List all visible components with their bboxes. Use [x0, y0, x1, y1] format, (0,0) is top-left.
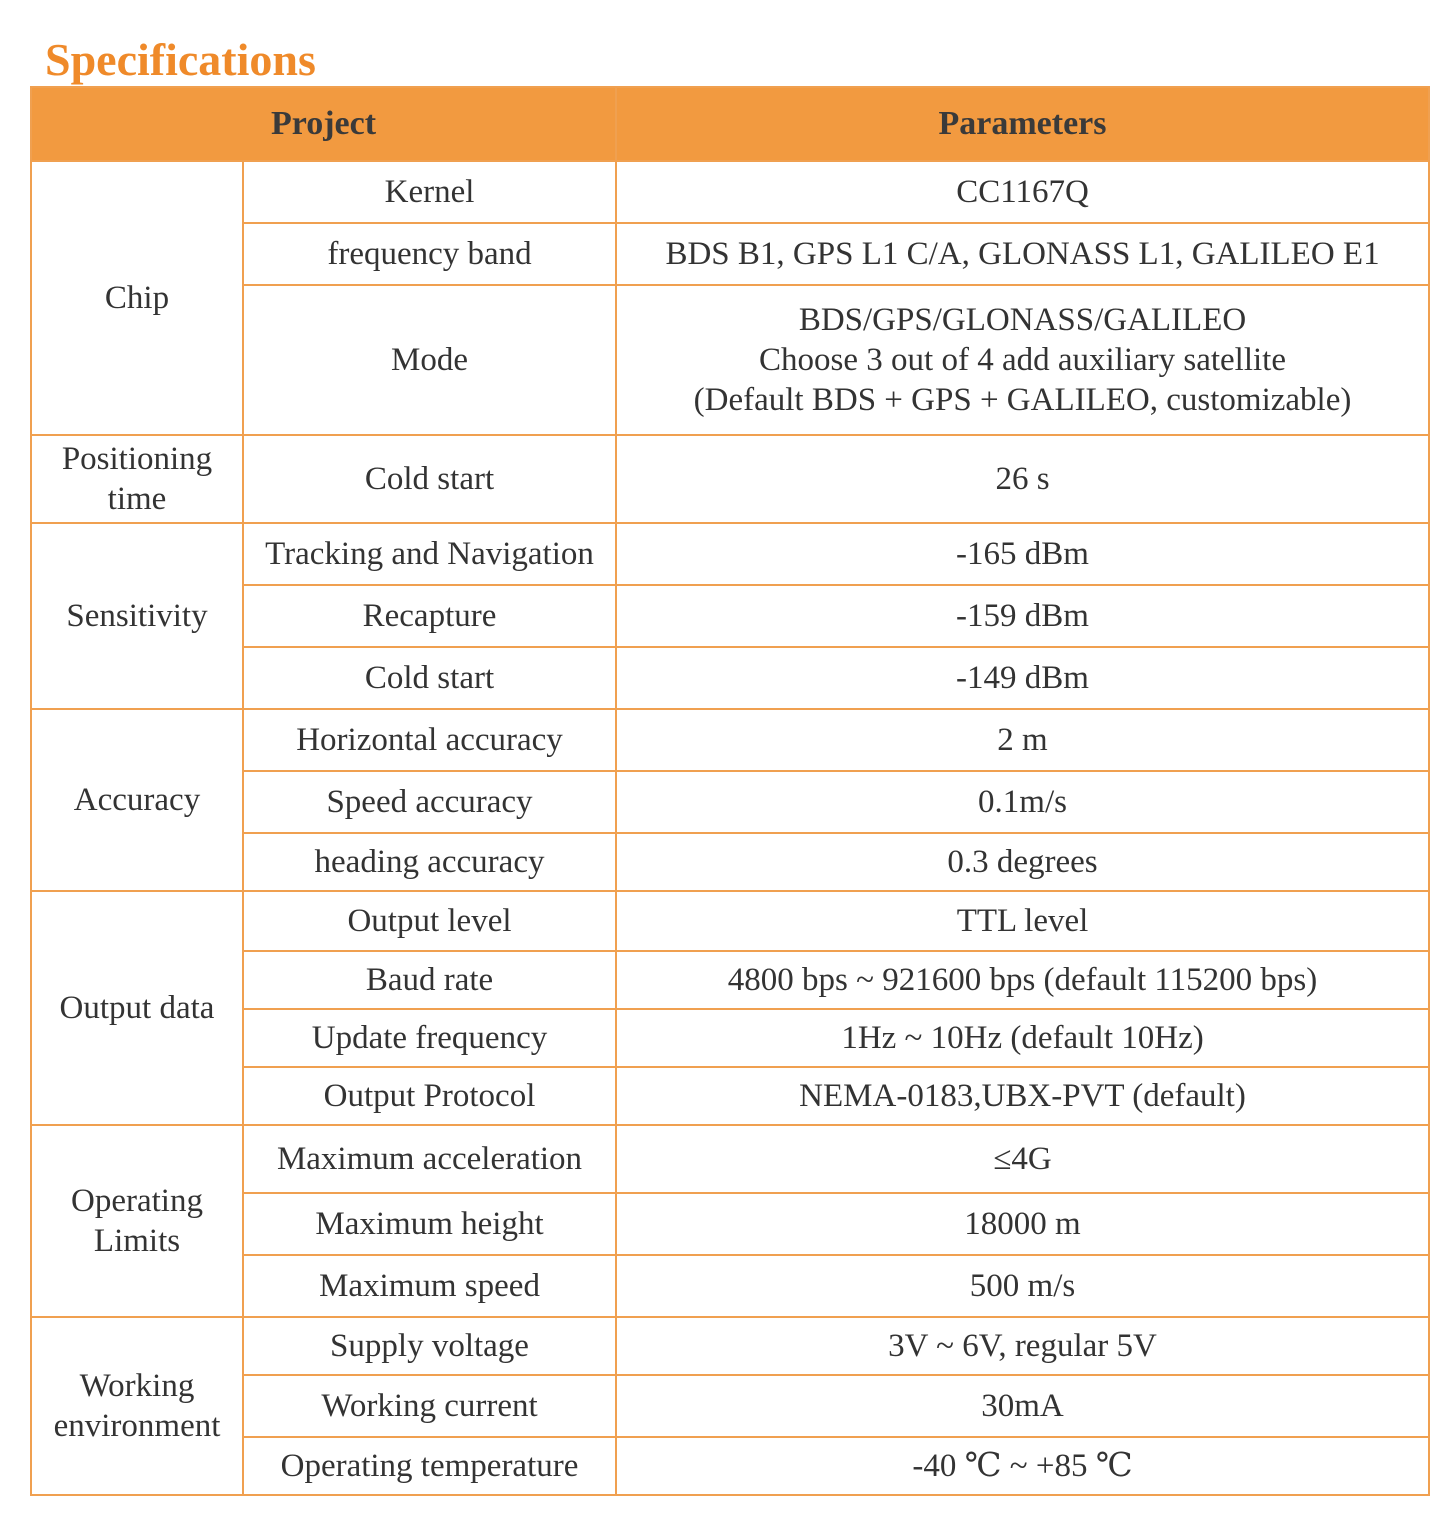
header-project: Project — [31, 87, 616, 161]
spec-value-line: 1Hz ~ 10Hz (default 10Hz) — [841, 1020, 1204, 1056]
group-label — [31, 435, 243, 523]
spec-value — [616, 891, 1429, 951]
group-label — [31, 523, 243, 709]
group-label-line: Sensitivity — [66, 598, 208, 634]
spec-item-label: Maximum acceleration — [243, 1125, 616, 1193]
spec-value-line: 0.3 degrees — [947, 844, 1098, 880]
spec-value — [616, 1317, 1429, 1375]
group-label-line: Limits — [93, 1223, 181, 1259]
group-label — [31, 161, 243, 435]
spec-item-label: heading accuracy — [243, 833, 616, 891]
spec-value-line: ≤4G — [993, 1141, 1052, 1177]
group-label-line: time — [107, 481, 167, 517]
spec-value — [616, 435, 1429, 523]
spec-value-line: (Default BDS + GPS + GALILEO, customizable) — [693, 382, 1352, 418]
specifications-table — [30, 86, 1430, 1496]
spec-value — [616, 1067, 1429, 1125]
group-label — [31, 709, 243, 891]
table-row — [31, 523, 1429, 585]
group-label-line: Positioning — [61, 441, 213, 477]
table-row — [31, 709, 1429, 771]
spec-value-line: 26 s — [995, 461, 1050, 497]
spec-value-line: BDS B1, GPS L1 C/A, GLONASS L1, GALILEO E1 — [665, 236, 1380, 272]
table-row — [31, 891, 1429, 951]
group-label-line: Accuracy — [73, 782, 201, 818]
spec-value — [616, 951, 1429, 1009]
spec-value-line: Choose 3 out of 4 add auxiliary satellite — [759, 342, 1286, 378]
spec-value — [616, 771, 1429, 833]
spec-value — [616, 1193, 1429, 1255]
spec-item-label: Working current — [243, 1375, 616, 1437]
group-label — [31, 891, 243, 1125]
table-row — [31, 1317, 1429, 1375]
spec-value-line: 0.1m/s — [978, 784, 1067, 820]
spec-item-label: Supply voltage — [243, 1317, 616, 1375]
spec-item-label: Kernel — [243, 161, 616, 223]
spec-item-label: Cold start — [243, 647, 616, 709]
table-row — [31, 1125, 1429, 1193]
spec-item-label: Output Protocol — [243, 1067, 616, 1125]
spec-value-line: BDS/GPS/GLONASS/GALILEO — [798, 302, 1247, 338]
spec-value — [616, 1255, 1429, 1317]
spec-item-label: frequency band — [243, 223, 616, 285]
spec-value-line: CC1167Q — [956, 174, 1089, 210]
spec-value — [616, 223, 1429, 285]
spec-value — [616, 833, 1429, 891]
page-title: Specifications — [45, 34, 316, 85]
spec-item-label: Operating temperature — [243, 1437, 616, 1495]
spec-item-label: Mode — [243, 285, 616, 435]
spec-value-line: 4800 bps ~ 921600 bps (default 115200 bps) — [727, 962, 1318, 998]
spec-value — [616, 585, 1429, 647]
spec-value-line: 30mA — [981, 1388, 1064, 1424]
spec-value-line: -40 ℃ ~ +85 ℃ — [912, 1448, 1133, 1484]
group-label-line: Chip — [104, 280, 170, 316]
spec-value-line: TTL level — [956, 903, 1089, 939]
spec-value — [616, 1375, 1429, 1437]
spec-value — [616, 523, 1429, 585]
spec-value — [616, 709, 1429, 771]
table-row — [31, 435, 1429, 523]
spec-item-label: Maximum speed — [243, 1255, 616, 1317]
spec-value — [616, 1009, 1429, 1067]
spec-item-label: Output level — [243, 891, 616, 951]
group-label — [31, 1125, 243, 1317]
spec-item-label: Baud rate — [243, 951, 616, 1009]
spec-value — [616, 1437, 1429, 1495]
spec-item-label: Maximum height — [243, 1193, 616, 1255]
group-label — [31, 1317, 243, 1495]
spec-item-label: Update frequency — [243, 1009, 616, 1067]
group-label-line: Operating — [71, 1183, 203, 1219]
group-label-line: environment — [53, 1408, 221, 1444]
spec-item-label: Horizontal accuracy — [243, 709, 616, 771]
spec-value-line: NEMA-0183,UBX-PVT (default) — [799, 1078, 1246, 1114]
spec-item-label: Speed accuracy — [243, 771, 616, 833]
spec-value-line: 500 m/s — [969, 1268, 1076, 1304]
spec-item-label: Recapture — [243, 585, 616, 647]
spec-value — [616, 647, 1429, 709]
spec-item-label: Cold start — [243, 435, 616, 523]
table-header-row — [31, 87, 1429, 161]
spec-value-line: 3V ~ 6V, regular 5V — [888, 1328, 1157, 1364]
spec-value — [616, 161, 1429, 223]
table-row — [31, 161, 1429, 223]
spec-item-label: Tracking and Navigation — [243, 523, 616, 585]
header-parameters: Parameters — [616, 87, 1429, 161]
group-label-line: Working — [79, 1368, 195, 1404]
group-label-line: Output data — [59, 990, 215, 1026]
table-body — [31, 161, 1429, 1495]
spec-value — [616, 1125, 1429, 1193]
spec-value — [616, 285, 1429, 435]
spec-value-line: -165 dBm — [956, 536, 1089, 572]
spec-value-line: 2 m — [997, 722, 1048, 758]
spec-value-line: -159 dBm — [956, 598, 1089, 634]
spec-value-line: -149 dBm — [956, 660, 1089, 696]
spec-value-line: 18000 m — [964, 1206, 1081, 1242]
